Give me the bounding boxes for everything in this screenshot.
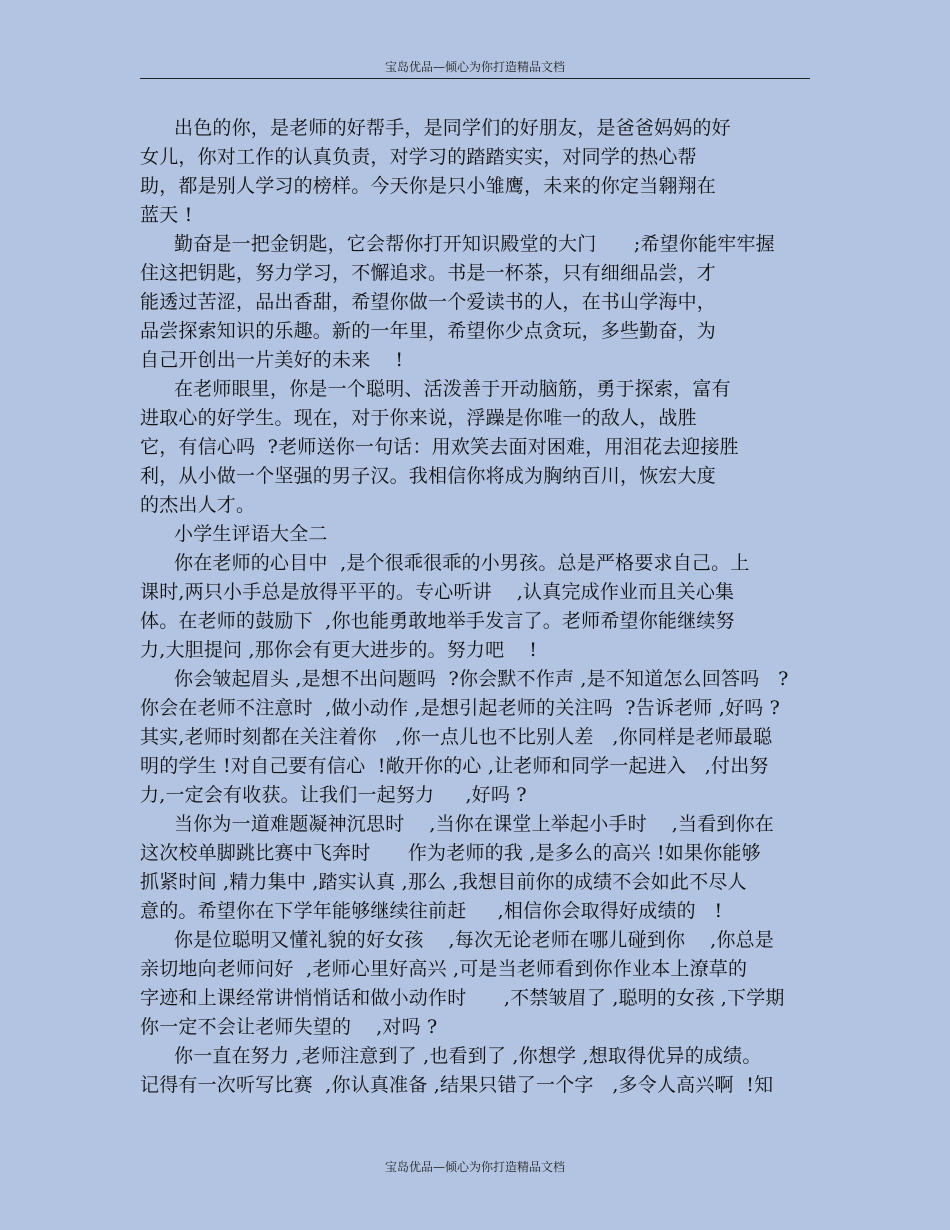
text-line: 当你为一道难题凝神沉思时 ,当你在课堂上举起小手时 ,当看到你在 — [174, 813, 774, 835]
text-line: 自己开创出一片美好的未来 ! — [140, 349, 404, 371]
text-line: 助，都是别人学习的榜样。今天你是只小雏鹰，未来的你定当翱翔在 — [140, 175, 717, 197]
text-line: 这次校单脚跳比赛中飞奔时 作为老师的我 ,是多么的高兴 !如果你能够 — [140, 842, 761, 864]
document-body — [140, 114, 830, 1100]
text-line: 住这把钥匙，努力学习，不懈追求。书是一杯茶，只有细细品尝，才 — [140, 262, 717, 284]
text-line: 记得有一次听写比赛 ,你认真准备 ,结果只错了一个字 ,多令人高兴啊 !知 — [140, 1074, 774, 1096]
text-line: 女儿，你对工作的认真负责，对学习的踏踏实实，对同学的热心帮 — [140, 146, 697, 168]
text-line: 课时,两只小手总是放得平平的。专心听讲 ,认真完成作业而且关心集 — [140, 581, 735, 603]
text-line: 的杰出人才。 — [140, 494, 256, 516]
text-line: 它，有信心吗 ?老师送你一句话：用欢笑去面对困难，用泪花去迎接胜 — [140, 436, 739, 458]
text-line: 你一直在努力 ,老师注意到了 ,也看到了 ,你想学 ,想取得优异的成绩。 — [174, 1045, 762, 1067]
page-header: 宝岛优品—倾心为你打造精品文档 — [384, 60, 565, 74]
text-line: 抓紧时间 ,精力集中 ,踏实认真 ,那么 ,我想目前你的成绩不会如此不尽人 — [140, 871, 747, 893]
text-line: 出色的你，是老师的好帮手，是同学们的好朋友，是爸爸妈妈的好 — [174, 117, 731, 139]
page-footer: 宝岛优品—倾心为你打造精品文档 — [384, 1160, 565, 1174]
text-line: 你一定不会让老师失望的 ,对吗 ? — [140, 1016, 438, 1038]
text-line: 字迹和上课经常讲悄悄话和做小动作时 ,不禁皱眉了 ,聪明的女孩 ,下学期 — [140, 987, 785, 1009]
text-line: 利，从小做一个坚强的男子汉。我相信你将成为胸纳百川，恢宏大度 — [140, 465, 717, 487]
text-line: 力,一定会有收获。让我们一起努力 ,好吗 ? — [140, 784, 527, 806]
text-line: 能透过苦涩，品出香甜，希望你做一个爱读书的人，在书山学海中， — [140, 291, 717, 313]
text-line: 力,大胆提问 ,那你会有更大进步的。努力吧 ! — [140, 639, 538, 661]
text-line: 明的学生 !对自己要有信心 !敞开你的心 ,让老师和同学一起进入 ,付出努 — [140, 755, 769, 777]
text-line: 你会皱起眉头 ,是想不出问题吗 ?你会默不作声 ,是不知道怎么回答吗 ? — [174, 668, 789, 690]
text-line: 进取心的好学生。现在，对于你来说，浮躁是你唯一的敌人，战胜 — [140, 407, 697, 429]
text-line: 蓝天 ! — [140, 204, 193, 226]
header-divider — [140, 78, 810, 79]
text-line: 意的。希望你在下学年能够继续往前赶 ,相信你会取得好成绩的 ! — [140, 900, 723, 922]
text-line: 其实,老师时刻都在关注着你 ,你一点儿也不比别人差 ,你同样是老师最聪 — [140, 726, 773, 748]
text-line: 你在老师的心目中 ,是个很乖很乖的小男孩。总是严格要求自己。上 — [174, 552, 750, 574]
text-line: 品尝探索知识的乐趣。新的一年里，希望你少点贪玩，多些勤奋，为 — [140, 320, 717, 342]
text-line: 亲切地向老师问好 ,老师心里好高兴 ,可是当老师看到你作业本上潦草的 — [140, 958, 748, 980]
text-line: 体。在老师的鼓励下 ,你也能勇敢地举手发言了。老师希望你能继续努 — [140, 610, 735, 632]
section-heading: 小学生评语大全二 — [174, 523, 328, 545]
text-line: 在老师眼里，你是一个聪明、活泼善于开动脑筋，勇于探索，富有 — [174, 378, 731, 400]
text-line: 你会在老师不注意时 ,做小动作 ,是想引起老师的关注吗 ?告诉老师 ,好吗 ? — [140, 697, 780, 719]
text-line: 你是位聪明又懂礼貌的好女孩 ,每次无论老师在哪儿碰到你 ,你总是 — [174, 929, 774, 951]
text-line: 勤奋是一把金钥匙，它会帮你打开知识殿堂的大门 ;希望你能牢牢握 — [174, 233, 775, 255]
